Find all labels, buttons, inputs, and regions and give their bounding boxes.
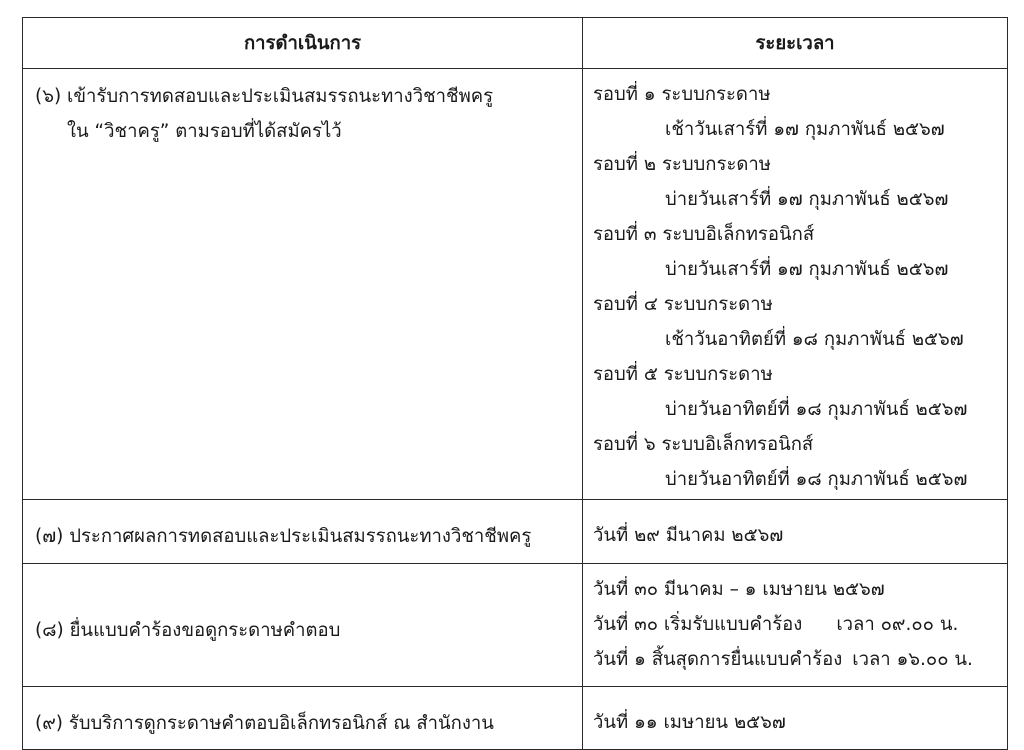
task-text: (๖) เข้ารับการทดสอบและประเมินสมรรถนะทางวิชาชีพครู bbox=[35, 86, 494, 107]
round-label: รอบที่ ๖ ระบบอิเล็กทรอนิกส์ bbox=[593, 434, 814, 455]
round-label: รอบที่ ๓ ระบบอิเล็กทรอนิกส์ bbox=[593, 224, 815, 245]
round-label: รอบที่ ๒ ระบบกระดาษ bbox=[593, 154, 771, 175]
task-text: ใน “วิชาครู” ตามรอบที่ได้สมัครไว้ bbox=[67, 121, 342, 142]
header-row bbox=[23, 18, 1008, 69]
period-end-label: วันที่ ๑ สิ้นสุดการยื่นแบบคำร้อง bbox=[593, 649, 843, 670]
task-cell bbox=[23, 69, 583, 500]
period-text: วันที่ ๓๐ มีนาคม – ๑ เมษายน ๒๕๖๗ bbox=[593, 579, 885, 600]
header-task: การดำเนินการ bbox=[23, 18, 583, 69]
round-date: บ่ายวันอาทิตย์ที่ ๑๘ กุมภาพันธ์ ๒๕๖๗ bbox=[665, 399, 968, 420]
period-start-label: วันที่ ๓๐ เริ่มรับแบบคำร้อง bbox=[593, 614, 803, 635]
task-text: (๘) ยื่นแบบคำร้องขอดูกระดาษคำตอบ bbox=[35, 619, 341, 641]
round-date: บ่ายวันอาทิตย์ที่ ๑๘ กุมภาพันธ์ ๒๕๖๗ bbox=[665, 469, 968, 490]
round-date: บ่ายวันเสาร์ที่ ๑๗ กุมภาพันธ์ ๒๕๖๗ bbox=[665, 189, 949, 210]
round-date: เช้าวันเสาร์ที่ ๑๗ กุมภาพันธ์ ๒๕๖๗ bbox=[665, 119, 945, 140]
period-cell bbox=[583, 69, 1008, 500]
period-end-time: เวลา ๑๖.๐๐ น. bbox=[852, 649, 973, 670]
header-period: ระยะเวลา bbox=[583, 18, 1008, 69]
period-cell bbox=[583, 687, 1008, 750]
period-text: วันที่ ๑๑ เมษายน ๒๕๖๗ bbox=[593, 711, 786, 733]
table-row bbox=[23, 500, 1008, 564]
task-cell bbox=[23, 500, 583, 564]
round-date: บ่ายวันเสาร์ที่ ๑๗ กุมภาพันธ์ ๒๕๖๗ bbox=[665, 259, 949, 280]
period-start-time: เวลา ๐๙.๐๐ น. bbox=[836, 614, 959, 635]
task-cell bbox=[23, 564, 583, 687]
schedule-table bbox=[22, 17, 1008, 750]
period-text bbox=[593, 642, 1001, 677]
task-text: (๙) รับบริการดูกระดาษคำตอบอิเล็กทรอนิกส์ ณ สำนักงาน bbox=[35, 712, 494, 734]
round-label: รอบที่ ๑ ระบบกระดาษ bbox=[593, 84, 771, 105]
period-text: วันที่ ๒๙ มีนาคม ๒๕๖๗ bbox=[593, 525, 784, 546]
period-cell bbox=[583, 500, 1008, 564]
task-cell bbox=[23, 687, 583, 750]
round-date: เช้าวันอาทิตย์ที่ ๑๘ กุมภาพันธ์ ๒๕๖๗ bbox=[665, 329, 964, 350]
table-row bbox=[23, 687, 1008, 750]
table-row bbox=[23, 564, 1008, 687]
task-text: (๗) ประกาศผลการทดสอบและประเมินสมรรถนะทางวิชาชีพครู bbox=[35, 526, 532, 547]
round-label: รอบที่ ๕ ระบบกระดาษ bbox=[593, 364, 773, 385]
round-label: รอบที่ ๔ ระบบกระดาษ bbox=[593, 294, 773, 315]
table-row bbox=[23, 69, 1008, 500]
period-cell bbox=[583, 564, 1008, 687]
period-text bbox=[593, 607, 1001, 642]
